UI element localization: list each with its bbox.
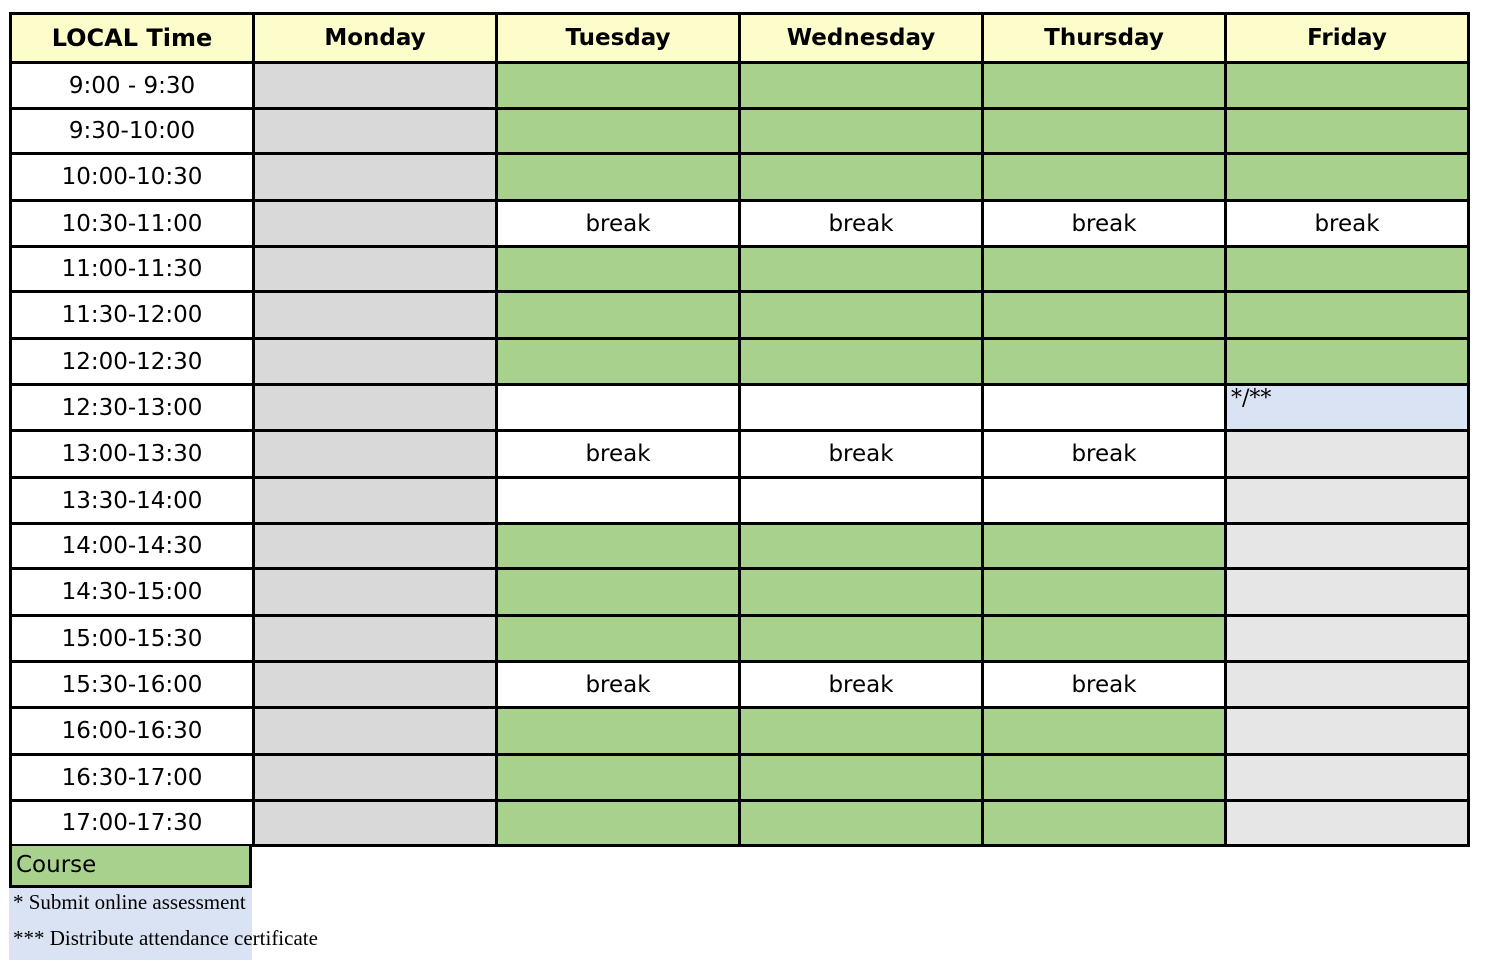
table-row (11, 801, 1469, 846)
table-row (11, 154, 1469, 201)
header-row (11, 14, 1469, 63)
time-slot-cell: 12:30-13:00 (11, 385, 254, 431)
friday-offlight-cell (1226, 801, 1469, 846)
table-row (11, 569, 1469, 616)
wednesday-course-cell (740, 63, 983, 109)
tuesday-break-cell: break (497, 431, 740, 478)
tuesday-course-cell (497, 616, 740, 662)
tuesday-course-cell (497, 109, 740, 154)
table-row (11, 616, 1469, 662)
time-slot-cell: 13:30-14:00 (11, 478, 254, 524)
wednesday-course-cell (740, 616, 983, 662)
wednesday-empty-cell (740, 478, 983, 524)
monday-off-cell (254, 524, 497, 569)
friday-offlight-cell (1226, 708, 1469, 755)
thursday-course-cell (983, 63, 1226, 109)
thursday-course-cell (983, 292, 1226, 339)
time-slot-cell: 16:00-16:30 (11, 708, 254, 755)
table-row (11, 478, 1469, 524)
friday-offlight-cell (1226, 569, 1469, 616)
time-slot-cell: 10:30-11:00 (11, 201, 254, 247)
tuesday-course-cell (497, 339, 740, 385)
table-row (11, 385, 1469, 431)
tuesday-course-cell (497, 63, 740, 109)
header-local-time: LOCAL Time (11, 14, 254, 63)
wednesday-course-cell (740, 154, 983, 201)
time-slot-cell: 17:00-17:30 (11, 801, 254, 846)
note-submit-assessment: * Submit online assessment (13, 890, 246, 914)
table-row (11, 755, 1469, 801)
wednesday-break-cell: break (740, 431, 983, 478)
thursday-course-cell (983, 339, 1226, 385)
thursday-course-cell (983, 801, 1226, 846)
thursday-course-cell (983, 109, 1226, 154)
table-row (11, 431, 1469, 478)
time-slot-cell: 14:00-14:30 (11, 524, 254, 569)
tuesday-course-cell (497, 755, 740, 801)
time-slot-cell: 10:00-10:30 (11, 154, 254, 201)
time-slot-cell: 9:00 - 9:30 (11, 63, 254, 109)
monday-off-cell (254, 478, 497, 524)
table-row (11, 201, 1469, 247)
friday-course-cell (1226, 63, 1469, 109)
monday-off-cell (254, 662, 497, 708)
wednesday-course-cell (740, 708, 983, 755)
wednesday-break-cell: break (740, 662, 983, 708)
friday-offlight-cell (1226, 524, 1469, 569)
wednesday-course-cell (740, 247, 983, 292)
tuesday-break-cell: break (497, 201, 740, 247)
monday-off-cell (254, 708, 497, 755)
header-thursday: Thursday (983, 14, 1226, 63)
wednesday-course-cell (740, 292, 983, 339)
note-attendance-certificate: *** Distribute attendance certificate (13, 926, 318, 950)
thursday-course-cell (983, 524, 1226, 569)
time-slot-cell: 11:30-12:00 (11, 292, 254, 339)
tuesday-course-cell (497, 569, 740, 616)
monday-off-cell (254, 431, 497, 478)
header-monday: Monday (254, 14, 497, 63)
wednesday-empty-cell (740, 385, 983, 431)
friday-offlight-cell (1226, 478, 1469, 524)
monday-off-cell (254, 292, 497, 339)
monday-off-cell (254, 755, 497, 801)
schedule-body (11, 63, 1469, 846)
legend-notes (9, 888, 318, 960)
friday-offlight-cell (1226, 662, 1469, 708)
monday-off-cell (254, 201, 497, 247)
table-row (11, 339, 1469, 385)
time-slot-cell: 14:30-15:00 (11, 569, 254, 616)
thursday-empty-cell (983, 385, 1226, 431)
table-row (11, 708, 1469, 755)
tuesday-course-cell (497, 247, 740, 292)
monday-off-cell (254, 63, 497, 109)
wednesday-break-cell: break (740, 201, 983, 247)
time-slot-cell: 16:30-17:00 (11, 755, 254, 801)
friday-course-cell (1226, 292, 1469, 339)
wednesday-course-cell (740, 524, 983, 569)
table-row (11, 247, 1469, 292)
wednesday-course-cell (740, 339, 983, 385)
friday-course-cell (1226, 339, 1469, 385)
thursday-break-cell: break (983, 201, 1226, 247)
table-row (11, 662, 1469, 708)
friday-blue-cell: */** (1226, 385, 1469, 431)
friday-course-cell (1226, 247, 1469, 292)
monday-off-cell (254, 569, 497, 616)
tuesday-course-cell (497, 708, 740, 755)
time-slot-cell: 15:30-16:00 (11, 662, 254, 708)
tuesday-break-cell: break (497, 662, 740, 708)
thursday-course-cell (983, 708, 1226, 755)
friday-offlight-cell (1226, 431, 1469, 478)
legend-course: Course (9, 846, 252, 888)
thursday-course-cell (983, 247, 1226, 292)
thursday-course-cell (983, 569, 1226, 616)
friday-offlight-cell (1226, 616, 1469, 662)
thursday-break-cell: break (983, 662, 1226, 708)
time-slot-cell: 12:00-12:30 (11, 339, 254, 385)
wednesday-course-cell (740, 569, 983, 616)
header-tuesday: Tuesday (497, 14, 740, 63)
friday-break-cell: break (1226, 201, 1469, 247)
tuesday-course-cell (497, 801, 740, 846)
tuesday-course-cell (497, 292, 740, 339)
thursday-course-cell (983, 616, 1226, 662)
header-wednesday: Wednesday (740, 14, 983, 63)
tuesday-empty-cell (497, 478, 740, 524)
header-friday: Friday (1226, 14, 1469, 63)
time-slot-cell: 11:00-11:30 (11, 247, 254, 292)
friday-offlight-cell (1226, 755, 1469, 801)
tuesday-course-cell (497, 524, 740, 569)
monday-off-cell (254, 801, 497, 846)
table-row (11, 109, 1469, 154)
monday-off-cell (254, 154, 497, 201)
tuesday-empty-cell (497, 385, 740, 431)
thursday-break-cell: break (983, 431, 1226, 478)
monday-off-cell (254, 339, 497, 385)
thursday-empty-cell (983, 478, 1226, 524)
friday-course-cell (1226, 154, 1469, 201)
schedule-table (9, 12, 1470, 847)
time-slot-cell: 15:00-15:30 (11, 616, 254, 662)
table-row (11, 524, 1469, 569)
thursday-course-cell (983, 154, 1226, 201)
monday-off-cell (254, 247, 497, 292)
monday-off-cell (254, 385, 497, 431)
wednesday-course-cell (740, 755, 983, 801)
wednesday-course-cell (740, 109, 983, 154)
friday-course-cell (1226, 109, 1469, 154)
table-row (11, 292, 1469, 339)
thursday-course-cell (983, 755, 1226, 801)
monday-off-cell (254, 616, 497, 662)
time-slot-cell: 13:00-13:30 (11, 431, 254, 478)
wednesday-course-cell (740, 801, 983, 846)
time-slot-cell: 9:30-10:00 (11, 109, 254, 154)
table-row (11, 63, 1469, 109)
monday-off-cell (254, 109, 497, 154)
tuesday-course-cell (497, 154, 740, 201)
